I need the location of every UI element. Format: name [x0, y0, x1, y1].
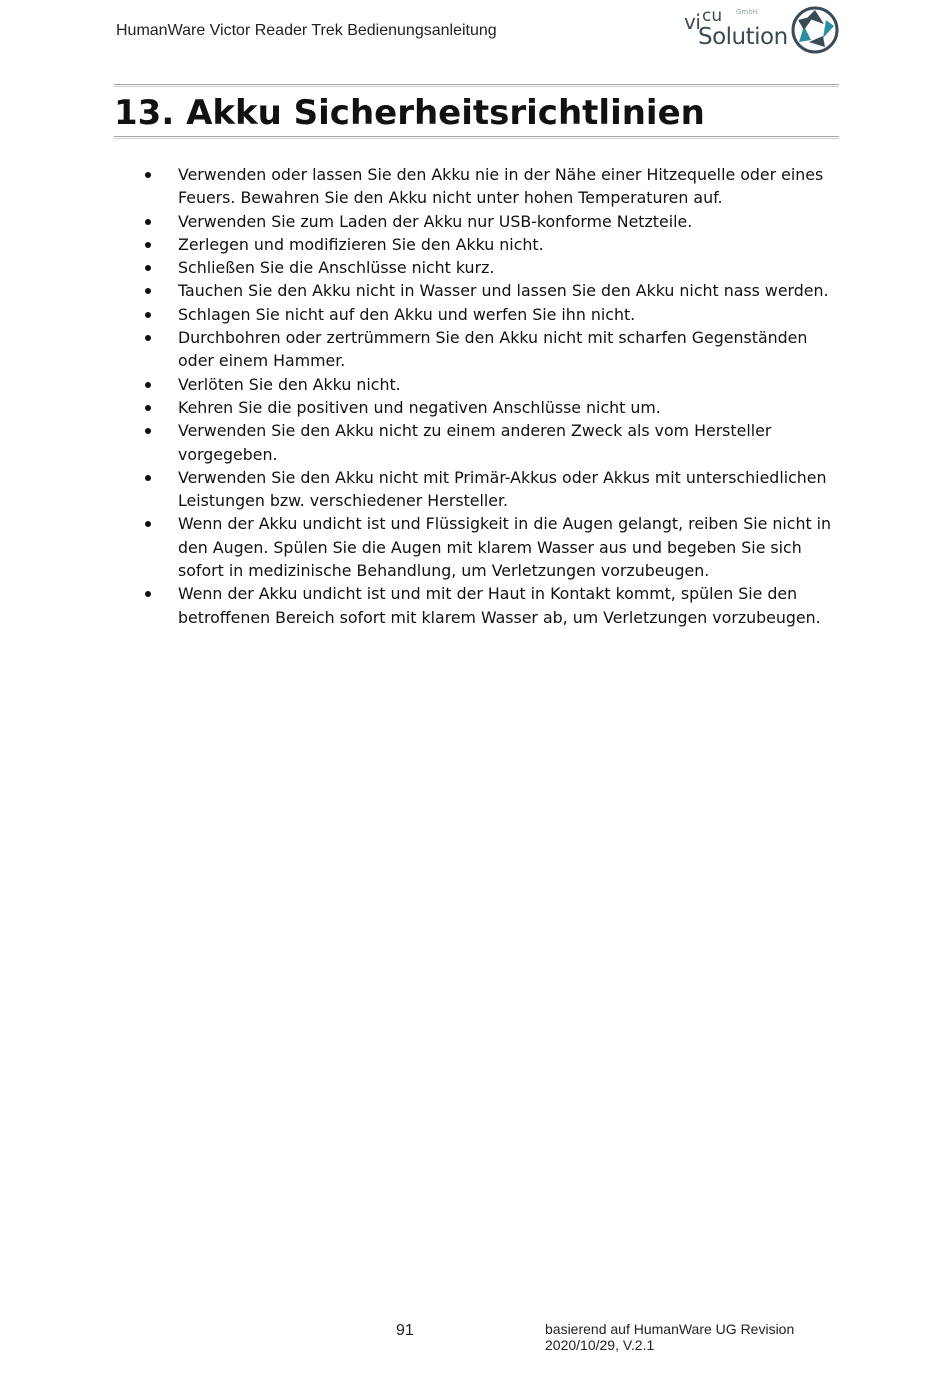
list-item [140, 233, 840, 256]
camera-aperture-icon [790, 4, 840, 56]
bullet-icon [145, 335, 151, 341]
list-item-text: Zerlegen und modifizieren Sie den Akku nicht. [178, 234, 544, 254]
bullet-icon [145, 312, 151, 318]
list-item [140, 303, 840, 326]
list-item-text: Wenn der Akku undicht ist und mit der Haut in Kontakt kommt, spülen Sie den betroffenen Bereich sofort mit klarem Wasser ab, um Verletzungen vorzubeugen. [178, 584, 821, 627]
revision-note-line1: basierend auf HumanWare UG Revision [545, 1321, 795, 1337]
revision-note [545, 1321, 815, 1353]
list-item-text: Kehren Sie die positiven und negativen Anschlüsse nicht um. [178, 397, 661, 417]
list-item-text: Verwenden oder lassen Sie den Akku nie in der Nähe einer Hitzequelle oder eines Feuers. Bewahren Sie den Akku nicht unter hohen Temperaturen auf. [178, 165, 824, 208]
list-item-text: Schließen Sie die Anschlüsse nicht kurz. [178, 258, 495, 278]
bullet-icon [145, 265, 151, 271]
list-item [140, 256, 840, 279]
list-item [140, 582, 840, 629]
logo-text-vi: vi [684, 10, 701, 34]
list-item [140, 512, 840, 582]
bullet-icon [145, 219, 151, 225]
bullet-icon [145, 428, 151, 434]
list-item-text: Verwenden Sie den Akku nicht zu einem anderen Zweck als vom Hersteller vorgegeben. [178, 421, 772, 464]
list-item-text: Verwenden Sie zum Laden der Akku nur USB-konforme Netzteile. [178, 211, 693, 231]
bullet-icon [145, 288, 151, 294]
list-item [140, 163, 840, 210]
list-item [140, 373, 840, 396]
document-title: HumanWare Victor Reader Trek Bedienungsanleitung [116, 22, 497, 39]
list-item-text: Schlagen Sie nicht auf den Akku und werfen Sie ihn nicht. [178, 304, 636, 324]
safety-bullet-list [140, 163, 840, 629]
title-rule-bottom [114, 136, 839, 139]
list-item [140, 396, 840, 419]
bullet-icon [145, 172, 151, 178]
list-item-text: Verwenden Sie den Akku nicht mit Primär-Akkus oder Akkus mit unterschiedlichen Leistungen bzw. verschiedener Hersteller. [178, 467, 827, 511]
page-number: 91 [396, 1322, 414, 1339]
title-rule-top [114, 84, 839, 87]
list-item [140, 210, 840, 233]
section-title: 13. Akku Sicherheitsrichtlinien [114, 93, 705, 133]
list-item-text: Verlöten Sie den Akku nicht. [178, 374, 401, 394]
bullet-icon [145, 591, 151, 597]
list-item-text: Tauchen Sie den Akku nicht in Wasser und lassen Sie den Akku nicht nass werden. [178, 281, 829, 301]
logo-text-cu: cu [702, 6, 723, 26]
page-header [0, 0, 950, 90]
list-item [140, 466, 840, 513]
bullet-icon [145, 382, 151, 388]
list-item [140, 419, 840, 466]
bullet-icon [145, 242, 151, 248]
logo-text-gmbh: GmbH [736, 8, 758, 16]
bullet-icon [145, 475, 151, 481]
list-item [140, 279, 840, 302]
logo-text-solution: Solution [698, 24, 788, 50]
visusolution-logo [680, 2, 840, 58]
list-item [140, 326, 840, 373]
bullet-icon [145, 405, 151, 411]
list-item-text: Wenn der Akku undicht ist und Flüssigkeit in die Augen gelangt, reiben Sie nicht in den Augen. Spülen Sie die Augen mit klarem Wasser aus und begeben Sie sich sofort in medizinische Behandlung, um Verletzungen vorzubeugen. [178, 514, 832, 581]
bullet-icon [145, 521, 151, 527]
list-item-text: Durchbohren oder zertrümmern Sie den Akku nicht mit scharfen Gegenständen oder einem Hammer. [178, 328, 808, 371]
revision-note-line2: 2020/10/29, V.2.1 [545, 1337, 655, 1353]
